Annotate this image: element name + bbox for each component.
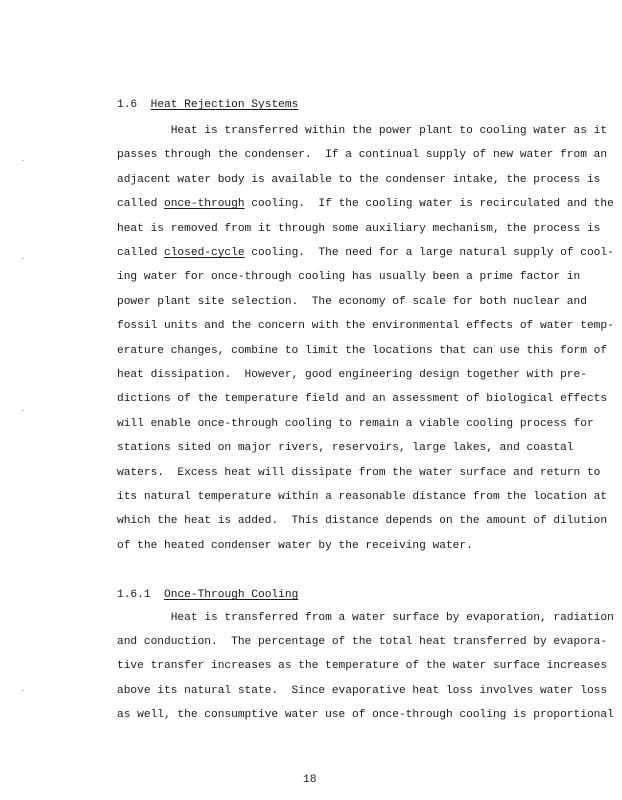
paragraph-line — [117, 173, 600, 187]
underlined-term: closed-cycle — [164, 247, 245, 259]
paragraph-line — [117, 319, 614, 333]
paragraph-line — [117, 295, 587, 309]
line-text: cooling. The need for a large natural supply of cool- — [244, 247, 614, 259]
line-text: tive transfer increases as the temperature of the water surface increases — [117, 660, 608, 673]
paragraph-line — [117, 148, 607, 162]
paragraph-line — [117, 392, 607, 406]
paragraph-line — [117, 417, 594, 431]
line-text: waters. Excess heat will dissipate from the water surface and return to — [117, 466, 601, 479]
paragraph-line — [117, 222, 600, 236]
line-text: and conduction. The percentage of the total heat transferred by evapora- — [117, 636, 608, 649]
paragraph-line — [117, 514, 607, 528]
paragraph-line — [117, 197, 614, 211]
paragraph-line — [117, 441, 574, 455]
section-title: Heat Rejection Systems — [150, 99, 299, 111]
line-text: which the heat is added. This distance depends on the amount of dilution — [117, 515, 608, 528]
paragraph-line — [117, 611, 614, 625]
scan-mark — [22, 690, 24, 691]
line-text: Heat is transferred from a water surface by evaporation, radiation — [117, 612, 614, 624]
line-text: will enable once-through cooling to remain a viable cooling process for — [117, 417, 594, 430]
paragraph-line — [117, 708, 614, 722]
line-text: called — [117, 247, 164, 259]
paragraph-line — [117, 659, 607, 673]
paragraph-line — [117, 368, 587, 382]
line-text: its natural temperature within a reasonable distance from the location at — [117, 491, 608, 503]
line-text: heat is removed from it through some auxiliary mechanism, the process is — [117, 222, 601, 235]
section-heading-1-6-1 — [117, 588, 298, 602]
line-text: passes through the condenser. If a continual supply of new water from an — [117, 149, 608, 162]
scan-mark — [22, 160, 24, 161]
paragraph-line — [117, 466, 600, 480]
paragraph-line — [117, 635, 607, 649]
paragraph-line — [117, 490, 607, 504]
line-text: Heat is transferred within the power plant to cooling water as it — [117, 125, 608, 137]
line-text: above its natural state. Since evaporative heat loss involves water loss — [117, 684, 608, 697]
paragraph-line — [117, 246, 614, 260]
line-text: as well, the consumptive water use of once-through cooling is proportional — [117, 708, 614, 721]
line-text: dictions of the temperature field and an assessment of biological effects — [117, 393, 608, 406]
line-text: stations sited on major rivers, reservoirs, large lakes, and coastal — [117, 442, 574, 455]
paragraph-line — [117, 124, 607, 138]
section-number: 1.6.1 — [117, 589, 151, 601]
section-title: Once-Through Cooling — [164, 589, 299, 601]
line-text: power plant site selection. The economy of scale for both nuclear and — [117, 295, 587, 308]
paragraph-line — [117, 539, 473, 553]
line-text: fossil units and the concern with the environmental effects of water temp- — [117, 320, 614, 333]
line-text: heat dissipation. However, good engineering design together with pre- — [117, 369, 587, 381]
scan-mark — [22, 410, 24, 411]
line-text: adjacent water body is available to the condenser intake, the process is — [117, 173, 601, 186]
line-text: erature changes, combine to limit the locations that can use this form of — [117, 344, 608, 357]
line-text: ing water for once-through cooling has usually been a prime factor in — [117, 271, 581, 284]
scan-mark — [22, 258, 24, 259]
line-text: called — [117, 198, 164, 211]
section-number: 1.6 — [117, 99, 138, 111]
page-number: 18 — [303, 774, 317, 786]
paragraph-line — [117, 344, 607, 358]
line-text: cooling. If the cooling water is recirculated and the — [244, 198, 614, 211]
paragraph-line — [117, 684, 607, 698]
underlined-term: once-through — [164, 198, 245, 211]
line-text: of the heated condenser water by the receiving water. — [117, 539, 473, 552]
section-heading-1-6 — [117, 98, 298, 112]
paragraph-line — [117, 270, 580, 284]
